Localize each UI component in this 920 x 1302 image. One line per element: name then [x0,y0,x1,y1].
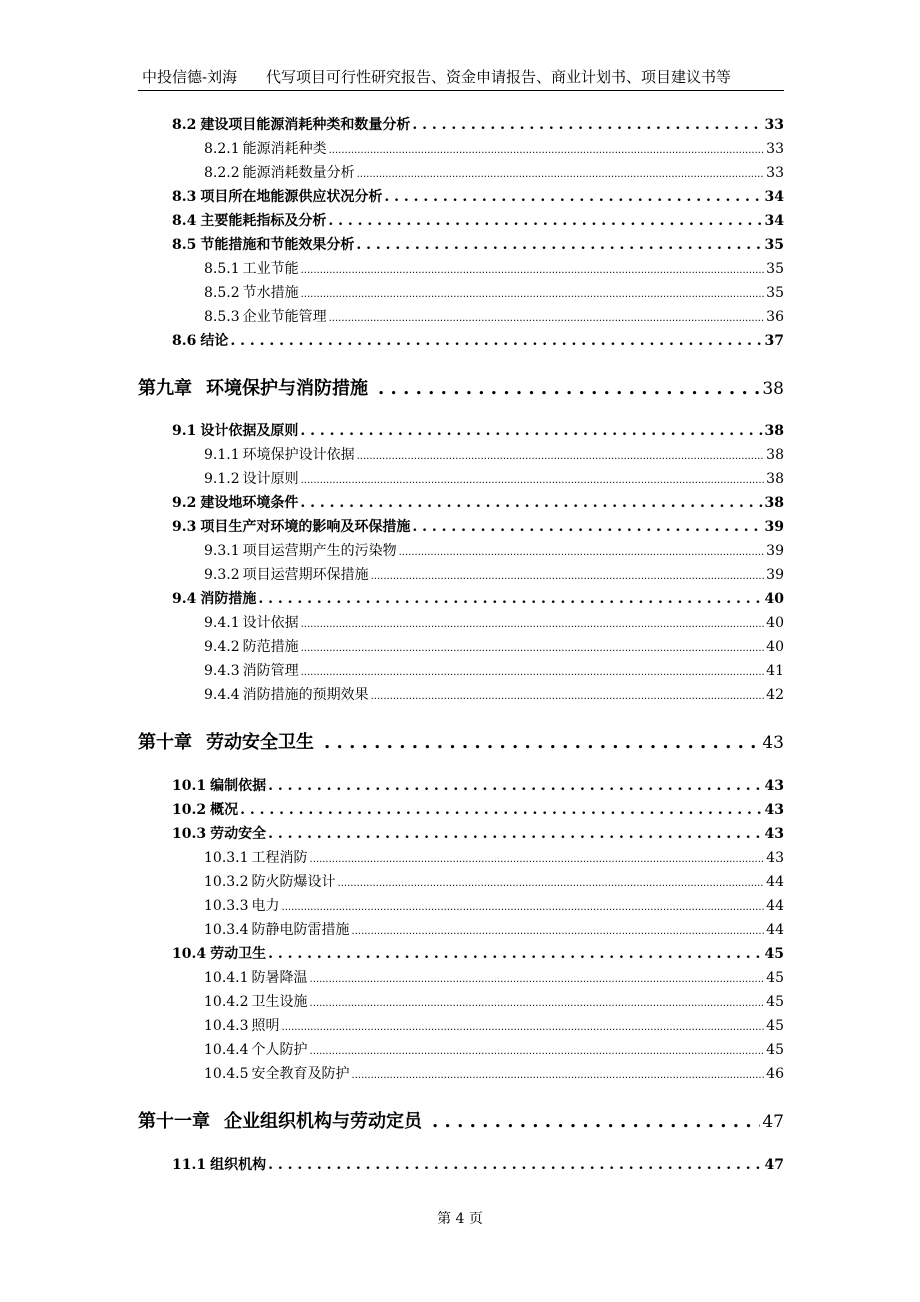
toc-entry-title: 企业组织机构与劳动定员 [224,1111,422,1132]
toc-entry-page: 45 [766,1018,784,1034]
toc-entry-page: 35 [766,261,784,277]
toc-section-entry[interactable] [138,420,784,440]
toc-subsection-entry[interactable] [138,306,784,326]
toc-entry-title: 项目运营期产生的污染物 [242,543,397,559]
toc-entry-number: 第十一章 [138,1111,210,1132]
toc-entry-number: 8.5.2 [204,285,240,301]
toc-entry-page: 38 [764,495,784,511]
toc-entry-page: 34 [764,189,784,205]
toc-subsection-entry[interactable] [138,919,784,939]
toc-entry-title: 防暑降温 [251,970,308,986]
toc-entry-page: 33 [764,117,784,133]
toc-entry-number: 9.2 [172,495,197,511]
toc-entry-title: 建设项目能源消耗种类和数量分析 [200,117,411,133]
toc-leader-dots [338,878,765,889]
toc-leader-dots [352,926,765,937]
toc-entry-page: 42 [766,687,784,703]
toc-subsection-entry[interactable] [138,895,784,915]
toc-entry-page: 47 [764,1157,784,1173]
toc-entry-page: 40 [766,615,784,631]
toc-leader-dots [301,265,765,276]
toc-section-entry[interactable] [138,799,784,819]
toc-entry-number: 8.6 [172,333,197,349]
toc-subsection-entry[interactable] [138,564,784,584]
toc-entry-title: 防静电防雷措施 [251,922,350,938]
toc-entry-page: 44 [766,898,784,914]
toc-subsection-entry[interactable] [138,162,784,182]
toc-entry-page: 43 [764,826,784,842]
toc-leader-dots [412,519,762,535]
toc-entry-title: 节能措施和节能效果分析 [200,237,355,253]
toc-entry-page: 47 [762,1112,784,1132]
toc-subsection-entry[interactable] [138,468,784,488]
toc-entry-number: 9.3.2 [204,567,240,583]
toc-entry-number: 9.4.2 [204,639,240,655]
toc-leader-dots [282,1022,765,1033]
toc-entry-number: 10.4 [172,946,207,962]
toc-entry-title: 劳动卫生 [210,946,267,962]
toc-entry-title: 能源消耗数量分析 [242,165,355,181]
toc-entry-page: 33 [766,141,784,157]
toc-entry-title: 消防措施 [200,591,257,607]
toc-entry-number: 8.5 [172,237,197,253]
toc-entry-page: 33 [766,165,784,181]
toc-leader-dots [412,117,762,133]
toc-entry-title: 工业节能 [242,261,299,277]
toc-section-entry[interactable] [138,114,784,134]
toc-entry-title: 编制依据 [210,778,267,794]
toc-leader-dots [384,189,762,205]
toc-entry-number: 9.4.3 [204,663,240,679]
toc-leader-dots [357,169,765,180]
toc-entry-page: 45 [766,970,784,986]
page-number: 第 4 页 [437,1211,483,1227]
toc-leader-dots [310,974,765,985]
toc-subsection-entry[interactable] [138,871,784,891]
toc-entry-page: 45 [764,946,784,962]
page-header [138,64,784,91]
toc-entry-page: 38 [766,471,784,487]
toc-subsection-entry[interactable] [138,138,784,158]
toc-leader-dots [329,313,765,324]
toc-leader-dots [352,1070,765,1081]
toc-entry-page: 44 [766,874,784,890]
toc-subsection-entry[interactable] [138,282,784,302]
toc-subsection-entry[interactable] [138,1015,784,1035]
toc-entry-title: 企业节能管理 [242,309,327,325]
toc-entry-title: 能源消耗种类 [242,141,327,157]
toc-entry-title: 主要能耗指标及分析 [200,213,327,229]
toc-entry-number: 10.3.2 [204,874,249,890]
toc-entry-page: 40 [766,639,784,655]
toc-entry-title: 照明 [251,1018,280,1034]
toc-entry-number: 8.2.1 [204,141,240,157]
toc-leader-dots [230,333,762,349]
toc-section-entry[interactable] [138,588,784,608]
toc-entry-page: 39 [766,567,784,583]
toc-entry-number: 第九章 [138,378,192,399]
toc-entry-number: 10.4.2 [204,994,249,1010]
header-services: 代写项目可行性研究报告、资金申请报告、商业计划书、项目建议书等 [266,68,732,86]
toc-entry-title: 卫生设施 [251,994,308,1010]
toc-entry-number: 9.3.1 [204,543,240,559]
toc-leader-dots [268,1157,762,1173]
toc-entry-page: 43 [762,733,784,753]
toc-section-entry[interactable] [138,210,784,230]
toc-leader-dots [268,826,762,842]
toc-leader-dots [300,423,762,439]
toc-entry-title: 防范措施 [242,639,299,655]
toc-section-entry[interactable] [138,492,784,512]
toc-leader-dots [301,619,765,630]
toc-entry-number: 10.1 [172,778,207,794]
toc-entry-page: 38 [764,423,784,439]
toc-entry-title: 环境保护与消防措施 [206,378,368,399]
toc-subsection-entry[interactable] [138,1063,784,1083]
toc-chapter-entry[interactable] [138,374,784,400]
toc-entry-number: 9.4 [172,591,197,607]
toc-leader-dots [301,643,765,654]
toc-entry-number: 10.3.1 [204,850,249,866]
toc-subsection-entry[interactable] [138,636,784,656]
toc-entry-title: 项目生产对环境的影响及环保措施 [200,519,411,535]
toc-entry-number: 8.2 [172,117,197,133]
toc-entry-number: 9.1.1 [204,447,240,463]
toc-entry-page: 38 [762,379,784,399]
header-author: 中投信德-刘海 [142,68,238,86]
toc-entry-page: 45 [766,994,784,1010]
toc-subsection-entry[interactable] [138,258,784,278]
toc-entry-title: 概况 [210,802,239,818]
toc-entry-page: 43 [764,778,784,794]
toc-entry-number: 10.4.3 [204,1018,249,1034]
toc-leader-dots [240,802,762,818]
toc-leader-dots [328,213,762,229]
toc-subsection-entry[interactable] [138,967,784,987]
toc-entry-page: 40 [764,591,784,607]
toc-subsection-entry[interactable] [138,540,784,560]
toc-entry-title: 项目运营期环保措施 [242,567,369,583]
toc-leader-dots [268,946,762,962]
toc-entry-page: 45 [766,1042,784,1058]
toc-entry-title: 防火防爆设计 [251,874,336,890]
toc-chapter-entry[interactable] [138,1107,784,1133]
toc-section-entry[interactable] [138,943,784,963]
toc-section-entry[interactable] [138,823,784,843]
toc-chapter-entry[interactable] [138,728,784,754]
toc-leader-dots [357,451,765,462]
toc-entry-page: 44 [766,922,784,938]
toc-entry-number: 8.3 [172,189,197,205]
toc-entry-title: 设计依据 [242,615,299,631]
toc-entry-page: 43 [766,850,784,866]
toc-leader-dots [310,1046,765,1057]
toc-entry-number: 10.2 [172,802,207,818]
toc-entry-number: 8.5.1 [204,261,240,277]
toc-entry-title: 设计依据及原则 [200,423,299,439]
toc-subsection-entry[interactable] [138,684,784,704]
toc-entry-title: 工程消防 [251,850,308,866]
toc-entry-number: 9.1.2 [204,471,240,487]
toc-subsection-entry[interactable] [138,612,784,632]
toc-entry-title: 劳动安全卫生 [206,732,314,753]
toc-leader-dots [282,902,765,913]
toc-entry-title: 节水措施 [242,285,299,301]
toc-entry-number: 10.4.5 [204,1066,249,1082]
toc-entry-number: 10.4.1 [204,970,249,986]
toc-entry-number: 8.4 [172,213,197,229]
toc-entry-title: 劳动安全 [210,826,267,842]
toc-leader-dots [329,145,765,156]
toc-subsection-entry[interactable] [138,991,784,1011]
toc-entry-number: 9.1 [172,423,197,439]
toc-entry-page: 36 [766,309,784,325]
toc-subsection-entry[interactable] [138,1039,784,1059]
toc-leader-dots [301,475,765,486]
toc-section-entry[interactable] [138,186,784,206]
toc-entry-title: 组织机构 [210,1157,267,1173]
toc-section-entry[interactable] [138,775,784,795]
toc-entry-title: 消防管理 [242,663,299,679]
toc-entry-page: 46 [766,1066,784,1082]
toc-leader-dots [301,289,765,300]
toc-section-entry[interactable] [138,234,784,254]
toc-entry-title: 项目所在地能源供应状况分析 [200,189,383,205]
toc-entry-title: 结论 [200,333,229,349]
toc-entry-title: 设计原则 [242,471,299,487]
toc-entry-page: 39 [766,543,784,559]
toc-entry-number: 11.1 [172,1157,207,1173]
toc-entry-number: 10.3.3 [204,898,249,914]
toc-entry-number: 10.3 [172,826,207,842]
toc-leader-dots [258,591,762,607]
toc-leader-dots [371,571,765,582]
toc-entry-page: 43 [764,802,784,818]
toc-entry-number: 9.4.1 [204,615,240,631]
toc-entry-number: 8.2.2 [204,165,240,181]
toc-leader-dots [310,998,765,1009]
toc-leader-dots [300,495,762,511]
toc-entry-page: 34 [764,213,784,229]
toc-leader-dots [310,854,765,865]
toc-entry-page: 38 [766,447,784,463]
toc-leader-dots [378,378,760,399]
toc-subsection-entry[interactable] [138,660,784,680]
toc-leader-dots [432,1111,760,1132]
toc-leader-dots [399,547,765,558]
toc-entry-page: 39 [764,519,784,535]
toc-entry-number: 10.3.4 [204,922,249,938]
toc-entry-number: 9.4.4 [204,687,240,703]
toc-entry-page: 35 [766,285,784,301]
toc-leader-dots [301,667,765,678]
toc-leader-dots [356,237,762,253]
toc-leader-dots [268,778,762,794]
toc-section-entry[interactable] [138,330,784,350]
toc-entry-page: 41 [766,663,784,679]
toc-subsection-entry[interactable] [138,444,784,464]
toc-entry-title: 建设地环境条件 [200,495,299,511]
toc-leader-dots [371,691,765,702]
toc-entry-title: 个人防护 [251,1042,308,1058]
toc-entry-title: 安全教育及防护 [251,1066,350,1082]
toc-section-entry[interactable] [138,516,784,536]
toc-leader-dots [324,732,760,753]
toc-entry-page: 37 [764,333,784,349]
toc-entry-number: 第十章 [138,732,192,753]
toc-entry-number: 10.4.4 [204,1042,249,1058]
toc-entry-title: 消防措施的预期效果 [242,687,369,703]
toc-entry-number: 8.5.3 [204,309,240,325]
toc-entry-number: 9.3 [172,519,197,535]
toc-entry-page: 35 [764,237,784,253]
toc-subsection-entry[interactable] [138,847,784,867]
toc-entry-title: 环境保护设计依据 [242,447,355,463]
toc-entry-title: 电力 [251,898,280,914]
toc-section-entry[interactable] [138,1154,784,1174]
